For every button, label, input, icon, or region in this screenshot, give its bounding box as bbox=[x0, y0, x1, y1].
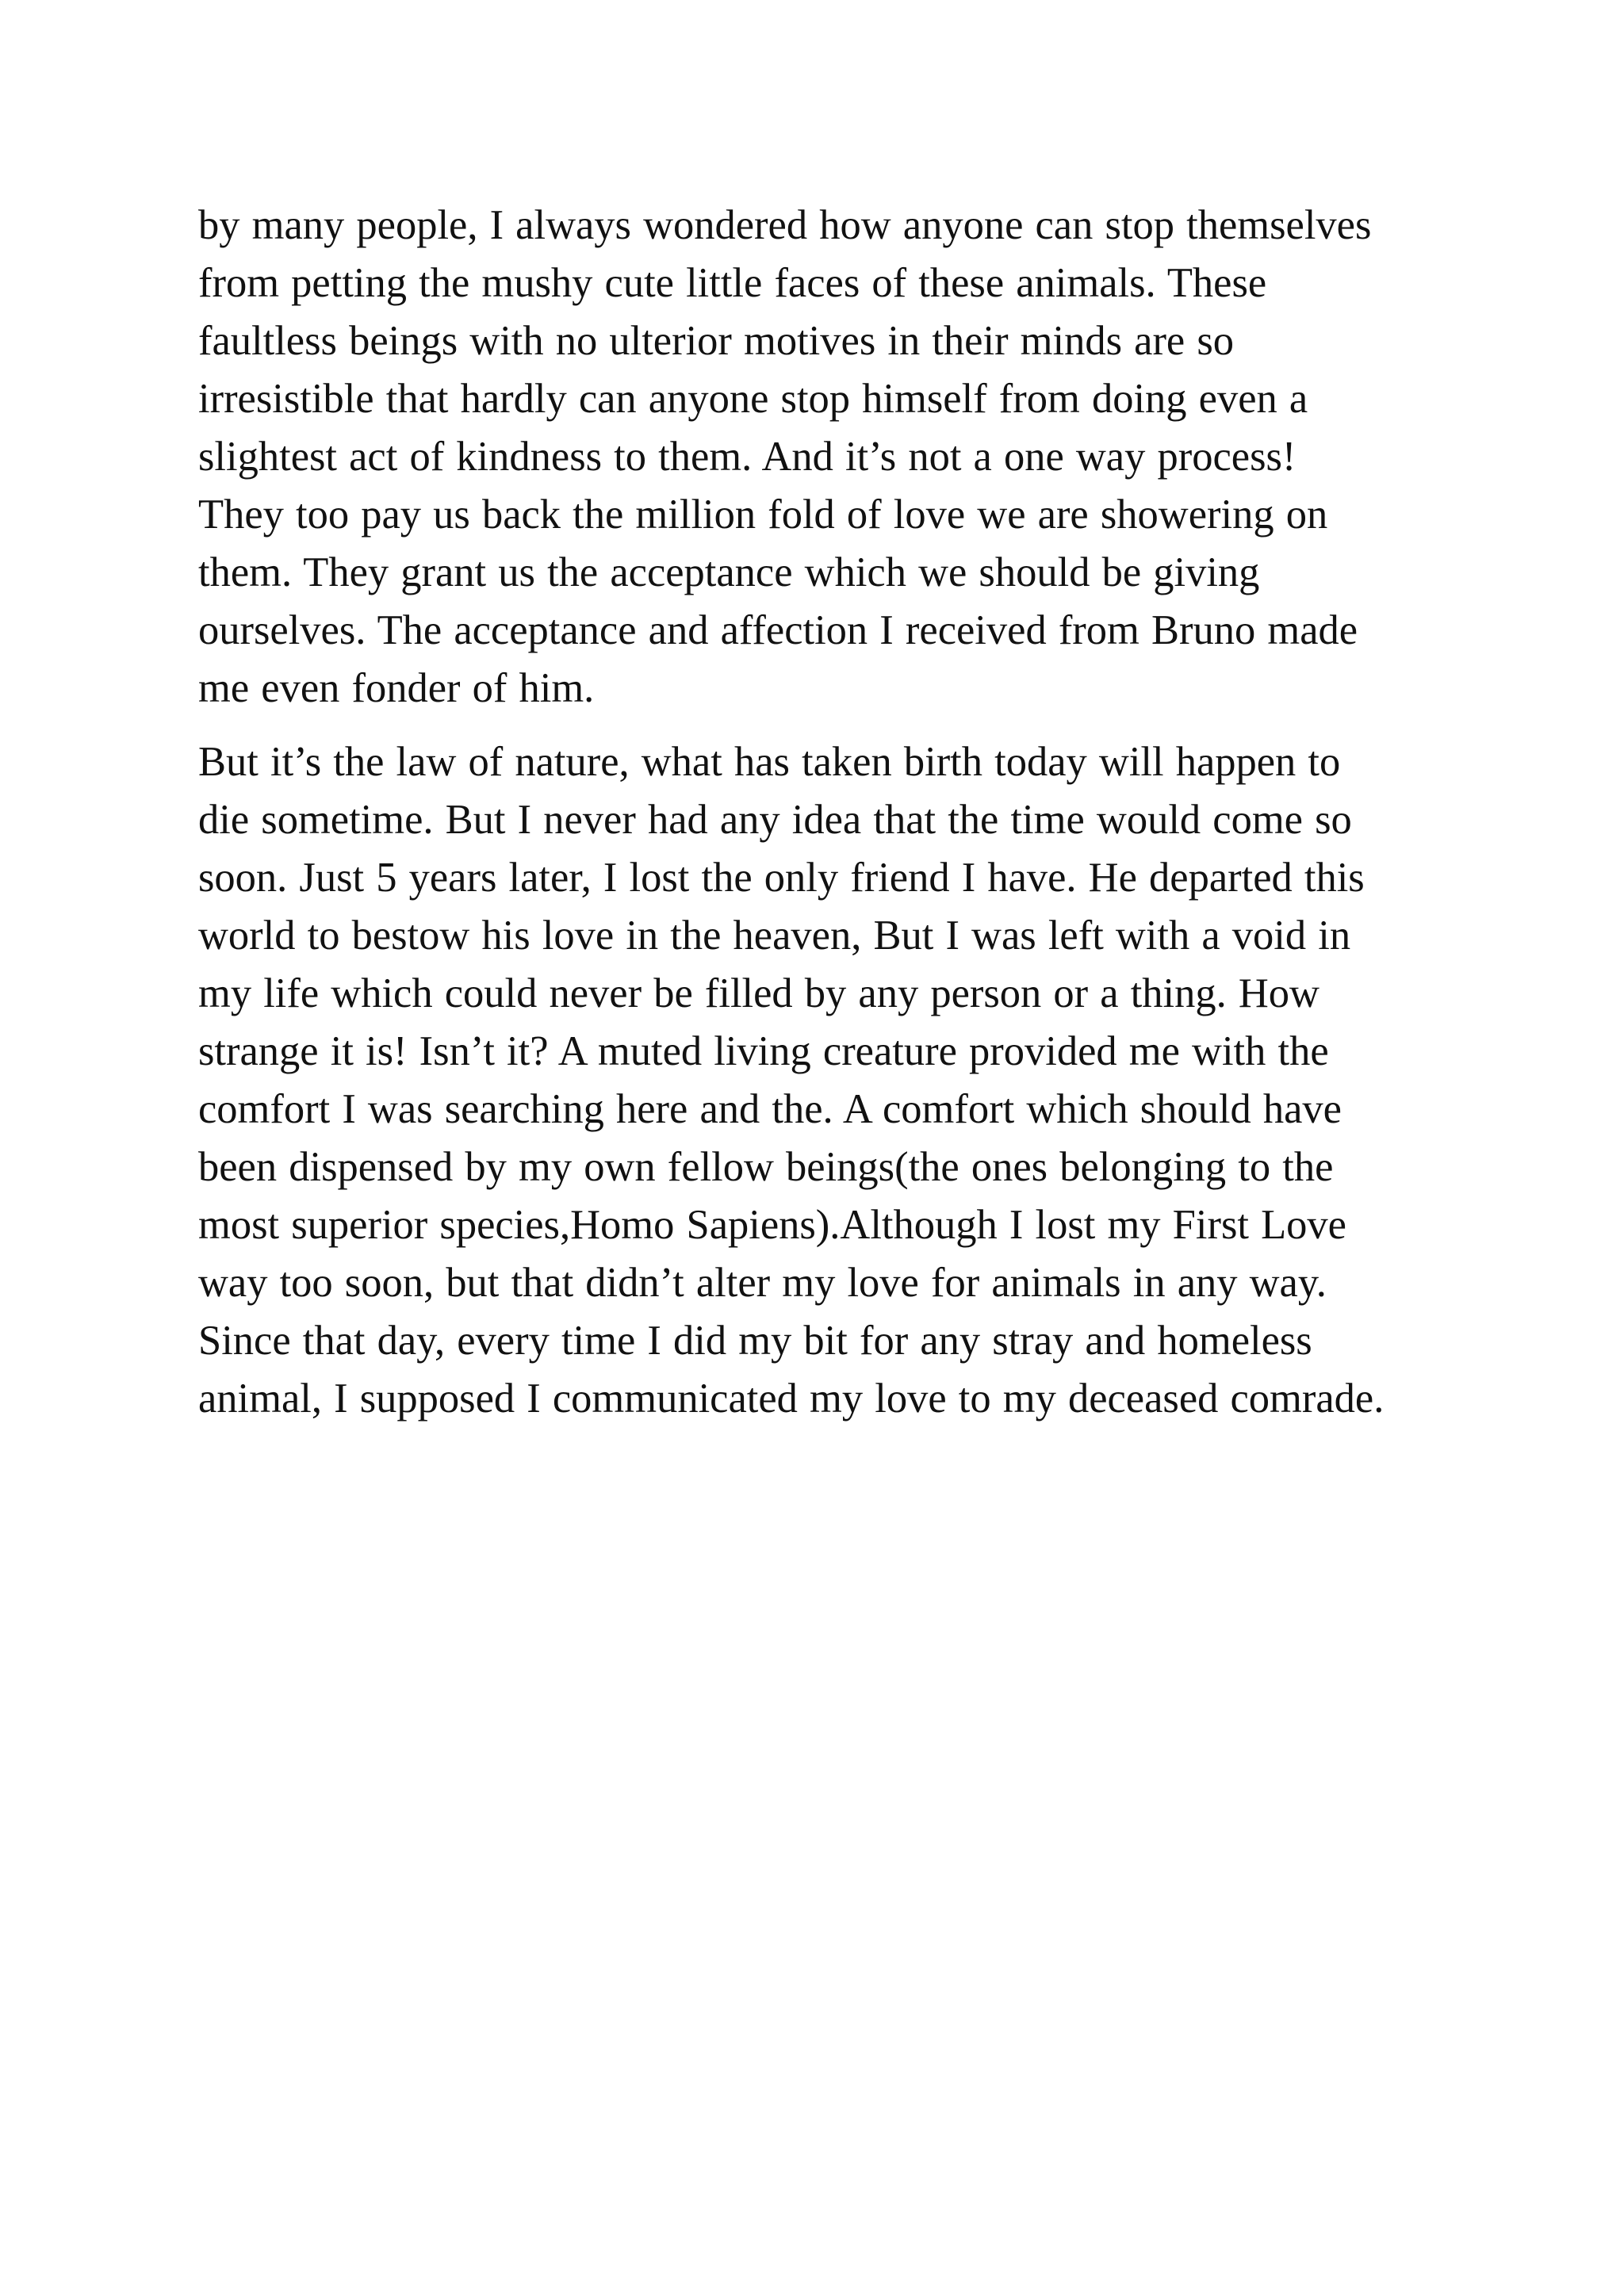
text-line: my life which could never be filled by any person or a thing. How bbox=[198, 970, 1320, 1016]
text-line: them. They grant us the acceptance which we should be giving bbox=[198, 549, 1260, 595]
text-line: die sometime. But I never had any idea that the time would come so bbox=[198, 797, 1352, 843]
text-line: animal, I supposed I communicated my love to my deceased comrade. bbox=[198, 1376, 1385, 1422]
text-line: most superior species,Homo Sapiens).Although I lost my First Love bbox=[198, 1202, 1346, 1248]
text-line: from petting the mushy cute little faces of these animals. These bbox=[198, 260, 1267, 306]
text-line: by many people, I always wondered how anyone can stop themselves bbox=[198, 202, 1372, 248]
text-line: soon. Just 5 years later, I lost the only friend I have. He departed this bbox=[198, 855, 1365, 901]
body-text bbox=[198, 197, 1467, 1428]
text-line: Since that day, every time I did my bit for any stray and homeless bbox=[198, 1318, 1312, 1364]
text-line: They too pay us back the million fold of love we are showering on bbox=[198, 492, 1328, 538]
paragraph-spacer bbox=[198, 718, 1467, 733]
text-line: But it’s the law of nature, what has taken birth today will happen to bbox=[198, 739, 1341, 785]
text-line: way too soon, but that didn’t alter my love for animals in any way. bbox=[198, 1260, 1327, 1306]
text-line: comfort I was searching here and the. A comfort which should have bbox=[198, 1086, 1342, 1132]
text-line: ourselves. The acceptance and affection I received from Bruno made bbox=[198, 607, 1358, 653]
text-line: me even fonder of him. bbox=[198, 665, 595, 711]
text-line: world to bestow his love in the heaven, But I was left with a void in bbox=[198, 913, 1351, 959]
text-line: been dispensed by my own fellow beings(the ones belonging to the bbox=[198, 1144, 1334, 1190]
paragraph-2 bbox=[198, 733, 1467, 1428]
text-line: irresistible that hardly can anyone stop himself from doing even a bbox=[198, 376, 1308, 422]
paragraph-1 bbox=[198, 197, 1467, 718]
text-line: slightest act of kindness to them. And it’s not a one way process! bbox=[198, 434, 1297, 480]
text-line: strange it is! Isn’t it? A muted living creature provided me with the bbox=[198, 1028, 1329, 1074]
text-line: faultless beings with no ulterior motives in their minds are so bbox=[198, 318, 1235, 364]
